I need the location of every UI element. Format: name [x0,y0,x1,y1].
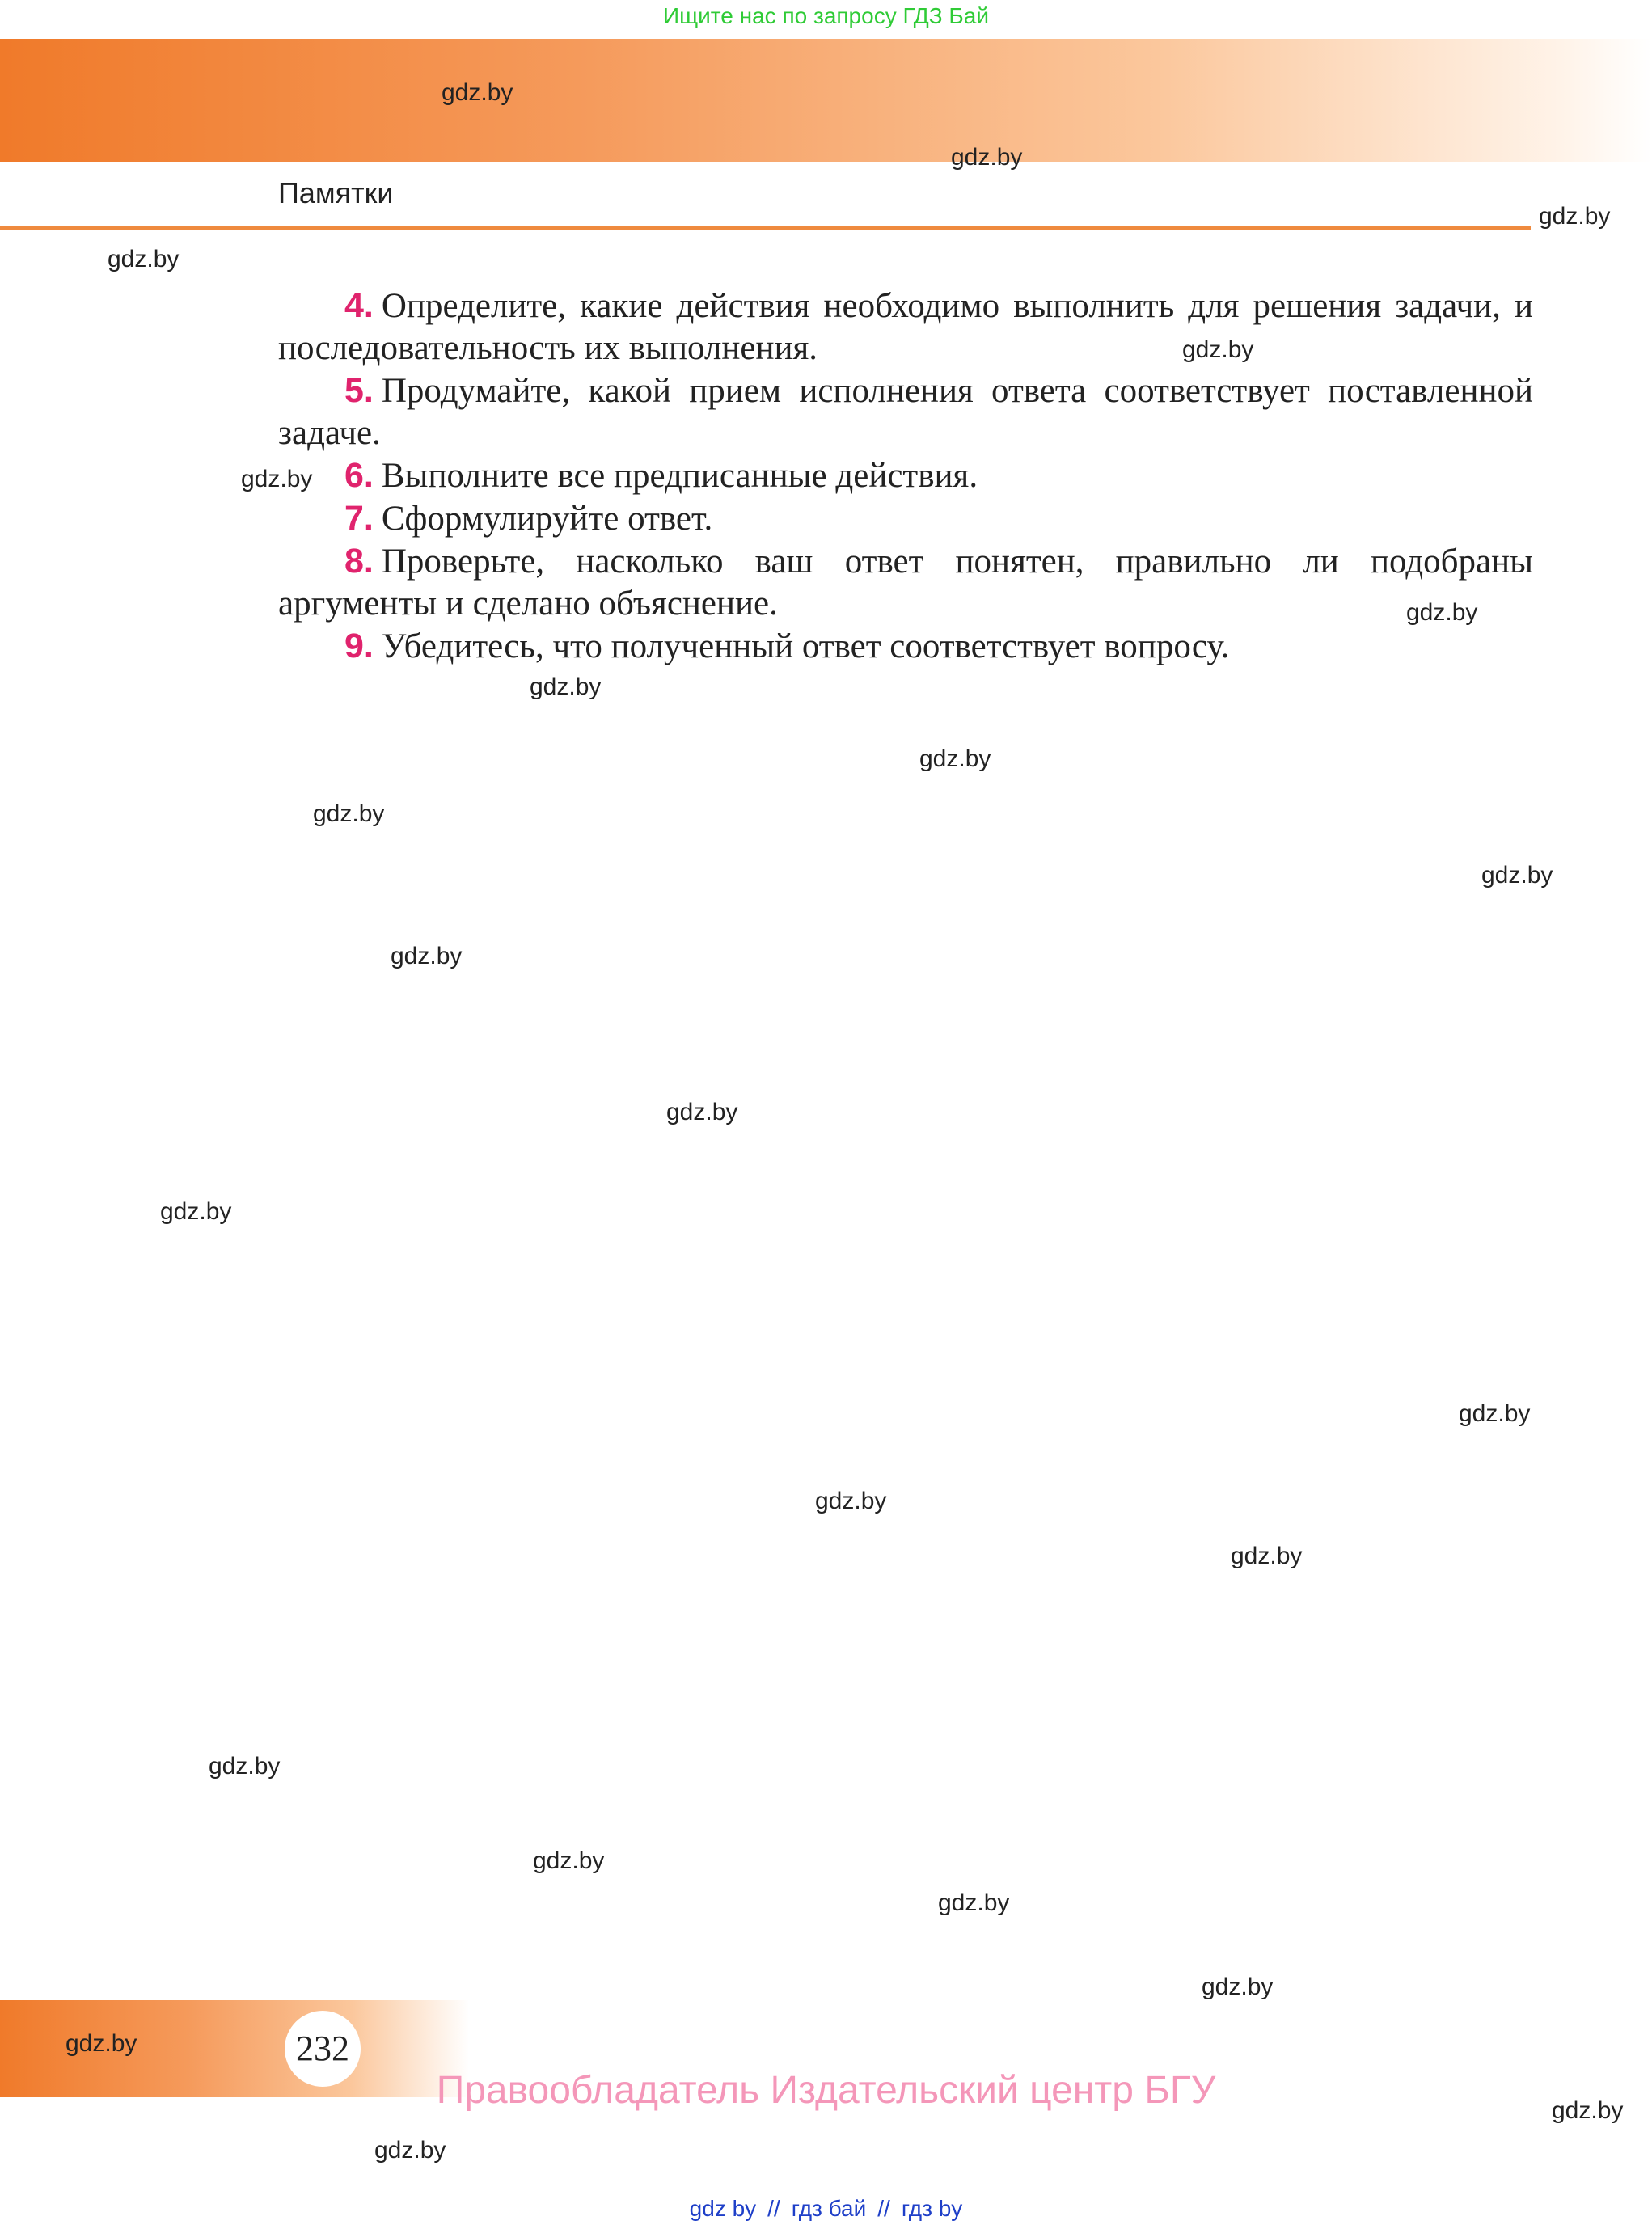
watermark-text: gdz.by [241,466,313,492]
bottom-link[interactable]: гдз by [901,2196,963,2221]
watermark-text: gdz.by [160,1198,232,1225]
watermark-text: gdz.by [533,1847,605,1874]
item-number: 7. [344,499,374,538]
watermark-text: gdz.by [666,1099,738,1125]
watermark-text: gdz.by [1182,336,1254,363]
bottom-links [0,2196,1652,2222]
watermark-text: gdz.by [374,2137,446,2164]
watermark-text: gdz.by [209,1753,281,1780]
watermark-text: gdz.by [919,745,991,772]
watermark-text: gdz.by [313,800,385,827]
memo-list [278,285,1533,668]
item-number: 4. [344,286,374,325]
watermark-text: gdz.by [1539,203,1611,230]
bottom-link[interactable]: gdz by [689,2196,757,2221]
memo-item-5 [278,369,1533,454]
top-promo-text: Ищите нас по запросу ГДЗ Бай [662,3,990,28]
item-number: 6. [344,456,374,495]
watermark-text: gdz.by [1202,1974,1274,2000]
bottom-link[interactable]: гдз бай [791,2196,867,2221]
watermark-text: gdz.by [951,144,1023,171]
watermark-text: gdz.by [65,2030,137,2057]
header-divider [0,226,1531,230]
item-number: 8. [344,542,374,581]
watermark-text: gdz.by [108,246,180,272]
item-number: 9. [344,627,374,665]
watermark-text: gdz.by [815,1488,887,1514]
watermark-text: gdz.by [1552,2097,1624,2124]
memo-item-4 [278,285,1533,369]
item-text: Продумайте, какой прием исполнения ответа соответствует поставленной задаче. [278,372,1533,452]
watermark-text: gdz.by [530,673,602,700]
watermark-text: gdz.by [1231,1543,1303,1569]
memo-item-9 [278,625,1533,668]
section-title: Памятки [278,176,394,209]
watermark-text: gdz.by [1481,862,1553,889]
item-text: Выполните все предписанные действия. [381,457,978,495]
page-number: 232 [285,2011,361,2087]
rights-holder-text: Правообладатель Издательский центр БГУ [436,2069,1216,2112]
link-separator: // [877,2196,890,2221]
memo-item-8 [278,540,1533,625]
memo-item-6 [278,454,1533,497]
watermark-text: gdz.by [1459,1400,1531,1427]
item-number: 5. [344,371,374,410]
memo-item-7 [278,497,1533,540]
item-text: Убедитесь, что полученный ответ соответствует вопросу. [381,627,1230,665]
item-text: Проверьте, насколько ваш ответ понятен, правильно ли подобраны аргументы и сделано объяснение. [278,543,1533,623]
item-text: Определите, какие действия необходимо выполнить для решения задачи, и последовательность их выполнения. [278,287,1533,367]
watermark-text: gdz.by [391,943,463,969]
link-separator: // [767,2196,780,2221]
header-band [0,39,1652,162]
item-text: Сформулируйте ответ. [381,500,713,538]
watermark-text: gdz.by [1406,599,1478,626]
watermark-text: gdz.by [442,79,513,106]
watermark-text: gdz.by [938,1889,1010,1916]
